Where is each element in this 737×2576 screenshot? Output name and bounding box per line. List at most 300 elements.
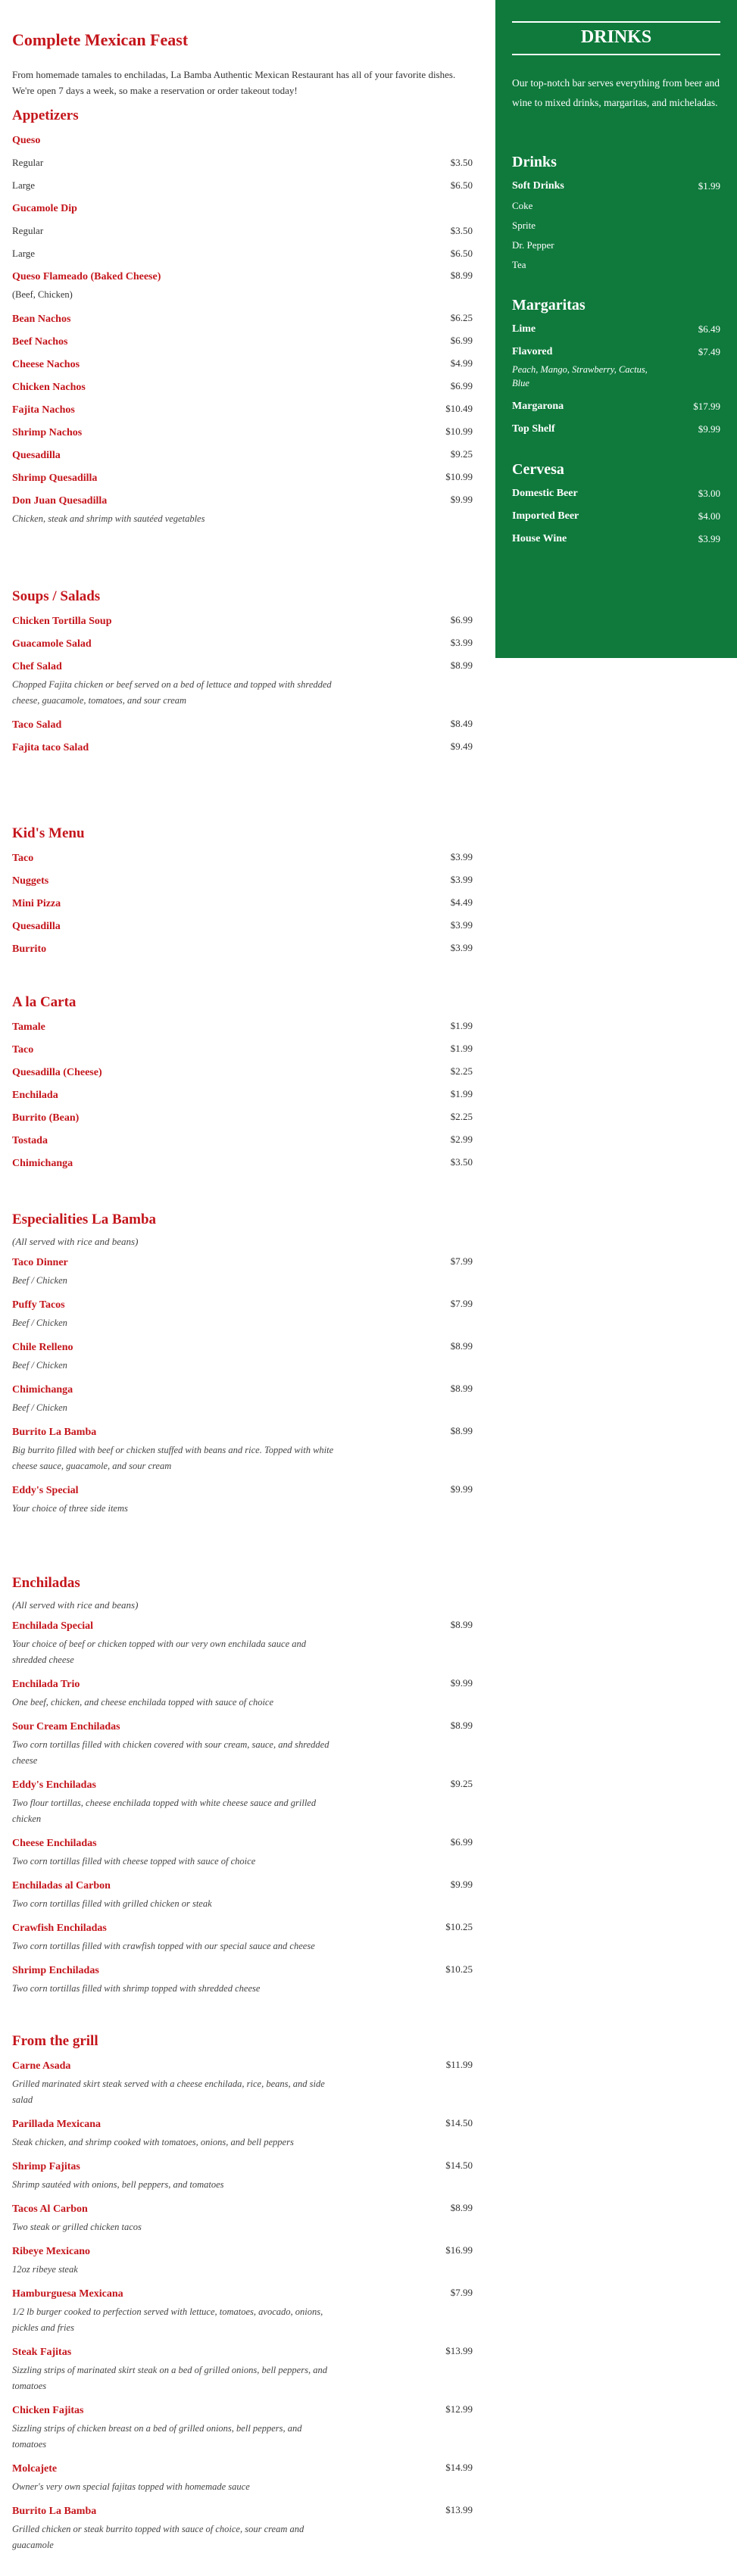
menu-item-price: $12.99 bbox=[445, 2403, 473, 2415]
menu-item-description: Chopped Fajita chicken or beef served on a bed of lettuce and topped with shredded cheese, guacamole, tomatoes, and sour cream bbox=[12, 679, 332, 706]
menu-item-row bbox=[12, 2462, 473, 2475]
drink-group bbox=[512, 154, 720, 271]
menu-item bbox=[12, 2504, 473, 2553]
menu-item-name: Quesadilla bbox=[12, 921, 61, 932]
menu-item-price: $6.99 bbox=[450, 614, 473, 625]
drink-price: $7.49 bbox=[698, 346, 720, 357]
menu-item-name: Steak Fajitas bbox=[12, 2347, 72, 2358]
menu-item bbox=[12, 2244, 473, 2278]
menu-item-price: $10.25 bbox=[445, 1963, 473, 1975]
menu-item-price: $9.99 bbox=[450, 494, 473, 505]
drink-group-title: Cervesa bbox=[512, 461, 564, 478]
menu-item bbox=[12, 201, 473, 260]
menu-item-row bbox=[12, 2244, 473, 2258]
size-option-price: $6.50 bbox=[450, 248, 473, 259]
menu-item-row bbox=[12, 1483, 473, 1497]
menu-item-row bbox=[12, 874, 473, 887]
menu-item-name: Carne Asada bbox=[12, 2060, 71, 2072]
menu-item-description: Shrimp sautéed with onions, bell peppers, and tomatoes bbox=[12, 2179, 224, 2190]
menu-item-name: Tostada bbox=[12, 1135, 48, 1146]
menu-item-name: Burrito (Bean) bbox=[12, 1112, 80, 1124]
size-option bbox=[12, 157, 473, 170]
menu-item-name: Enchiladas al Carbon bbox=[12, 1880, 111, 1891]
menu-item-price: $2.25 bbox=[450, 1065, 473, 1077]
menu-item-name: Queso Flameado (Baked Cheese) bbox=[12, 271, 161, 282]
menu-item bbox=[12, 1043, 473, 1056]
menu-item-row bbox=[12, 1963, 473, 1977]
menu-item-row bbox=[12, 1677, 473, 1691]
menu-item bbox=[12, 448, 473, 462]
size-option bbox=[12, 179, 473, 192]
menu-item-name: Taco bbox=[12, 853, 34, 864]
menu-item-row bbox=[12, 637, 473, 650]
drink-price: $3.99 bbox=[698, 533, 720, 544]
menu-item-price: $8.99 bbox=[450, 2202, 473, 2213]
menu-item bbox=[12, 1255, 473, 1289]
menu-item-price: $8.99 bbox=[450, 1383, 473, 1394]
menu-item bbox=[12, 851, 473, 865]
drink-name: Domestic Beer bbox=[512, 488, 578, 499]
menu-item-name: Fajita taco Salad bbox=[12, 742, 89, 753]
menu-item-price: $8.99 bbox=[450, 270, 473, 281]
menu-item-price: $16.99 bbox=[445, 2244, 473, 2256]
menu-item-price: $8.99 bbox=[450, 660, 473, 671]
menu-section bbox=[12, 1575, 473, 2006]
menu-item-price: $2.99 bbox=[450, 1134, 473, 1145]
drink-item bbox=[512, 488, 720, 500]
menu-item-row bbox=[12, 1088, 473, 1102]
menu-item-row bbox=[12, 403, 473, 416]
menu-item-row bbox=[12, 1156, 473, 1170]
menu-item-row bbox=[12, 851, 473, 865]
menu-item-name: Molcajete bbox=[12, 2463, 58, 2475]
menu-item-description: One beef, chicken, and cheese enchilada topped with sauce of choice bbox=[12, 1697, 274, 1707]
menu-item-name: Enchilada Special bbox=[12, 1620, 93, 1632]
menu-item-name: Burrito La Bamba bbox=[12, 2506, 97, 2517]
menu-item bbox=[12, 2117, 473, 2150]
menu-item-description: Two corn tortillas filled with crawfish topped with our special sauce and cheese bbox=[12, 1941, 315, 1951]
menu-item-row bbox=[12, 1255, 473, 1269]
size-option-label: Large bbox=[12, 248, 36, 259]
menu-item bbox=[12, 919, 473, 933]
section-title: Soups / Salads bbox=[12, 588, 101, 604]
menu-item bbox=[12, 380, 473, 394]
menu-item bbox=[12, 660, 473, 709]
size-option-price: $6.50 bbox=[450, 179, 473, 191]
menu-item-name: Quesadilla (Cheese) bbox=[12, 1067, 102, 1078]
menu-item-price: $3.99 bbox=[450, 637, 473, 648]
section-title: Enchiladas bbox=[12, 1575, 80, 1591]
menu-item-name: Fajita Nachos bbox=[12, 404, 75, 416]
drinks-panel bbox=[495, 0, 737, 658]
menu-item bbox=[12, 897, 473, 910]
drinks-title: DRINKS bbox=[580, 27, 652, 47]
drink-name: Margarona bbox=[512, 401, 564, 412]
menu-item-row bbox=[12, 1720, 473, 1733]
menu-item-name: Shrimp Nachos bbox=[12, 427, 83, 438]
menu-item-price: $8.99 bbox=[450, 1340, 473, 1352]
menu-item-name: Don Juan Quesadilla bbox=[12, 495, 108, 507]
menu-item-price: $14.50 bbox=[445, 2117, 473, 2128]
menu-item-name: Taco bbox=[12, 1044, 34, 1056]
menu-item-price: $3.50 bbox=[450, 1156, 473, 1168]
menu-item-description: Steak chicken, and shrimp cooked with tomatoes, onions, and bell peppers bbox=[12, 2137, 294, 2147]
drink-option: Sprite bbox=[512, 220, 536, 231]
menu-item-name: Mini Pizza bbox=[12, 898, 61, 909]
menu-item-description: Grilled chicken or steak burrito topped with sauce of choice, sour cream and guacamole bbox=[12, 2524, 304, 2550]
section-title: From the grill bbox=[12, 2033, 98, 2049]
size-option-label: Regular bbox=[12, 225, 44, 236]
menu-item bbox=[12, 335, 473, 348]
menu-item bbox=[12, 741, 473, 754]
menu-item-name: Ribeye Mexicano bbox=[12, 2246, 91, 2257]
menu-item bbox=[12, 1111, 473, 1124]
drink-name: Flavored bbox=[512, 346, 553, 357]
menu-item-name: Tamale bbox=[12, 1021, 45, 1033]
menu-item-name: Shrimp Quesadilla bbox=[12, 472, 98, 484]
menu-item-description: (Beef, Chicken) bbox=[12, 289, 73, 300]
menu-item bbox=[12, 426, 473, 439]
menu-item-price: $10.49 bbox=[445, 403, 473, 414]
drink-option: Dr. Pepper bbox=[512, 239, 554, 251]
menu-item-description: Big burrito filled with beef or chicken stuffed with beans and rice. Topped with white cheese sauce, guacamole, and sour cream bbox=[12, 1445, 334, 1471]
menu-item-description: 1/2 lb burger cooked to perfection served with lettuce, tomatoes, avocado, onions, pickles and fries bbox=[12, 2306, 323, 2333]
menu-item-row bbox=[12, 426, 473, 439]
drink-item bbox=[512, 346, 720, 390]
drink-price: $3.00 bbox=[698, 488, 720, 499]
menu-item-row bbox=[12, 2202, 473, 2216]
drink-price: $17.99 bbox=[693, 401, 720, 412]
menu-item-name: Cheese Nachos bbox=[12, 359, 80, 370]
menu-item bbox=[12, 357, 473, 371]
menu-item bbox=[12, 2160, 473, 2193]
menu-item-price: $3.99 bbox=[450, 874, 473, 885]
menu-item bbox=[12, 1298, 473, 1331]
menu-item-row bbox=[12, 357, 473, 371]
menu-item-description: Beef / Chicken bbox=[12, 1275, 67, 1286]
menu-item-row bbox=[12, 2160, 473, 2173]
menu-item-name: Sour Cream Enchiladas bbox=[12, 1721, 120, 1732]
menu-item-row bbox=[12, 312, 473, 326]
drink-group bbox=[512, 461, 720, 545]
menu-item-name: Hamburguesa Mexicana bbox=[12, 2288, 123, 2300]
menu-item-description: Two steak or grilled chicken tacos bbox=[12, 2222, 142, 2232]
drink-item bbox=[512, 401, 720, 413]
menu-item-price: $6.99 bbox=[450, 380, 473, 391]
menu-item-price: $7.99 bbox=[450, 2287, 473, 2298]
menu-item-price: $6.99 bbox=[450, 335, 473, 346]
menu-item-row bbox=[12, 942, 473, 956]
menu-item-row bbox=[12, 270, 473, 283]
menu-item-row bbox=[12, 380, 473, 394]
menu-item-description: Two corn tortillas filled with chicken covered with sour cream, sauce, and shredded cheese bbox=[12, 1739, 329, 1766]
menu-item-price: $3.99 bbox=[450, 942, 473, 953]
menu-item-name: Shrimp Enchiladas bbox=[12, 1965, 99, 1976]
drink-group-title: Margaritas bbox=[512, 297, 586, 313]
drink-group bbox=[512, 297, 720, 435]
menu-item bbox=[12, 614, 473, 628]
menu-item-name: Bean Nachos bbox=[12, 313, 71, 325]
menu-item-row bbox=[12, 2504, 473, 2518]
menu-item-row bbox=[12, 494, 473, 507]
menu-item-row bbox=[12, 1020, 473, 1034]
menu-item-price: $4.49 bbox=[450, 897, 473, 908]
menu-item-price: $1.99 bbox=[450, 1088, 473, 1099]
menu-section bbox=[12, 2033, 473, 2562]
menu-item-description: Two flour tortillas, cheese enchilada topped with white cheese sauce and grilled chicken bbox=[12, 1798, 317, 1824]
menu-item bbox=[12, 2462, 473, 2495]
menu-item-name: Chimichanga bbox=[12, 1384, 73, 1396]
menu-item-name: Eddy's Enchiladas bbox=[12, 1779, 96, 1791]
menu-item-name: Chef Salad bbox=[12, 661, 62, 672]
menu-item-name: Chicken Tortilla Soup bbox=[12, 616, 112, 627]
menu-section bbox=[12, 825, 473, 965]
size-option-label: Large bbox=[12, 179, 36, 191]
menu-item-row bbox=[12, 1619, 473, 1633]
menu-item bbox=[12, 874, 473, 887]
menu-item-name: Guacamole Salad bbox=[12, 638, 92, 650]
size-option bbox=[12, 248, 473, 260]
menu-item bbox=[12, 1778, 473, 1827]
menu-section bbox=[12, 1212, 473, 1526]
menu-item-description: Two corn tortillas filled with cheese topped with sauce of choice bbox=[12, 1856, 256, 1867]
menu-item bbox=[12, 1677, 473, 1711]
menu-item-row bbox=[12, 1425, 473, 1439]
menu-item-price: $9.99 bbox=[450, 1483, 473, 1495]
menu-item-row bbox=[12, 614, 473, 628]
menu-item-description: Two corn tortillas filled with shrimp topped with shredded cheese bbox=[12, 1983, 261, 1994]
menu-section bbox=[12, 588, 473, 763]
menu-item-price: $8.99 bbox=[450, 1425, 473, 1436]
menu-item-description: Grilled marinated skirt steak served with a cheese enchilada, rice, beans, and side salad bbox=[12, 2079, 325, 2105]
menu-item bbox=[12, 1836, 473, 1870]
menu-item-row bbox=[12, 1298, 473, 1311]
menu-item-name: Quesadilla bbox=[12, 450, 61, 461]
menu-item-row bbox=[12, 741, 473, 754]
menu-item-price: $10.99 bbox=[445, 471, 473, 482]
menu-item-row bbox=[12, 1383, 473, 1396]
menu-item-row bbox=[12, 718, 473, 731]
drinks-intro: Our top-notch bar serves everything from beer and wine to mixed drinks, margaritas, and micheladas. bbox=[512, 77, 720, 108]
menu-item bbox=[12, 270, 473, 303]
drink-groups bbox=[512, 154, 720, 545]
menu-item bbox=[12, 1720, 473, 1769]
menu-item bbox=[12, 2403, 473, 2453]
menu-item-price: $11.99 bbox=[445, 2059, 473, 2070]
drink-item bbox=[512, 510, 720, 522]
drink-price: $9.99 bbox=[698, 423, 720, 435]
menu-item-row bbox=[12, 133, 473, 147]
menu-item bbox=[12, 1340, 473, 1374]
menu-item bbox=[12, 1879, 473, 1912]
menu-item-name: Eddy's Special bbox=[12, 1485, 79, 1496]
menu-item-price: $6.25 bbox=[450, 312, 473, 323]
menu-item bbox=[12, 1383, 473, 1416]
menu-item-row bbox=[12, 448, 473, 462]
menu-item-name: Cheese Enchiladas bbox=[12, 1838, 97, 1849]
menu-item-row bbox=[12, 1134, 473, 1147]
menu-item-name: Parillada Mexicana bbox=[12, 2119, 101, 2130]
menu-item-row bbox=[12, 2287, 473, 2300]
menu-item-description: Your choice of three side items bbox=[12, 1503, 128, 1514]
section-note: (All served with rice and beans) bbox=[12, 1599, 139, 1611]
menu-item-name: Enchilada bbox=[12, 1090, 58, 1101]
menu-item-name: Chile Relleno bbox=[12, 1342, 73, 1353]
menu-item-name: Queso bbox=[12, 135, 41, 146]
menu-item bbox=[12, 494, 473, 527]
menu-item-row bbox=[12, 471, 473, 485]
size-option-price: $3.50 bbox=[450, 225, 473, 236]
menu-item-name: Shrimp Fajitas bbox=[12, 2161, 80, 2172]
menu-item-row bbox=[12, 1921, 473, 1935]
menu-item-price: $14.99 bbox=[445, 2462, 473, 2473]
menu-item-row bbox=[12, 2345, 473, 2359]
drinks-bottom-rule bbox=[512, 54, 720, 55]
menu-item-description: Beef / Chicken bbox=[12, 1402, 67, 1413]
drink-name: Imported Beer bbox=[512, 510, 579, 522]
drink-option: Tea bbox=[512, 259, 526, 270]
menu-item bbox=[12, 1619, 473, 1668]
menu-section bbox=[12, 994, 473, 1179]
menu-item bbox=[12, 1088, 473, 1102]
menu-item-row bbox=[12, 2403, 473, 2417]
menu-item-price: $6.99 bbox=[450, 1836, 473, 1848]
menu-item-description: 12oz ribeye steak bbox=[12, 2264, 78, 2275]
menu-item bbox=[12, 1134, 473, 1147]
menu-item-price: $1.99 bbox=[450, 1043, 473, 1054]
menu-item bbox=[12, 2287, 473, 2336]
menu-item-name: Burrito bbox=[12, 943, 47, 955]
menu-item bbox=[12, 1921, 473, 1954]
menu-item-description: Sizzling strips of marinated skirt steak on a bed of grilled onions, bell peppers, and tomatoes bbox=[12, 2365, 327, 2391]
menu-item-description: Owner's very own special fajitas topped with homemade sauce bbox=[12, 2481, 250, 2492]
menu-item-row bbox=[12, 660, 473, 673]
menu-item bbox=[12, 1156, 473, 1170]
menu-item-name: Puffy Tacos bbox=[12, 1299, 65, 1311]
menu-item-name: Chimichanga bbox=[12, 1158, 73, 1169]
menu-item-name: Gucamole Dip bbox=[12, 203, 77, 214]
menu-item-name: Taco Dinner bbox=[12, 1257, 68, 1268]
drink-group-title: Drinks bbox=[512, 154, 557, 170]
drink-price: $4.00 bbox=[698, 510, 720, 522]
menu-item-price: $8.99 bbox=[450, 1720, 473, 1731]
size-option-label: Regular bbox=[12, 157, 44, 168]
menu-item-name: Chicken Fajitas bbox=[12, 2405, 84, 2416]
menu-item-row bbox=[12, 2059, 473, 2072]
menu-item-price: $8.99 bbox=[450, 1619, 473, 1630]
menu-item-name: Burrito La Bamba bbox=[12, 1427, 97, 1438]
menu-item-row bbox=[12, 1065, 473, 1079]
menu-item bbox=[12, 312, 473, 326]
menu-item-price: $3.99 bbox=[450, 919, 473, 931]
menu-item-name: Nuggets bbox=[12, 875, 49, 887]
menu-item-description: Chicken, steak and shrimp with sautéed vegetables bbox=[12, 513, 205, 524]
menu-item bbox=[12, 1065, 473, 1079]
menu-item-row bbox=[12, 897, 473, 910]
menu-item-name: Chicken Nachos bbox=[12, 382, 86, 393]
menu-item bbox=[12, 1963, 473, 1997]
drink-name: Soft Drinks bbox=[512, 180, 564, 192]
drink-name: House Wine bbox=[512, 533, 567, 544]
menu-item-price: $9.25 bbox=[450, 1778, 473, 1789]
menu-item-price: $4.99 bbox=[450, 357, 473, 369]
menu-column bbox=[12, 0, 473, 2550]
menu-item-price: $14.50 bbox=[445, 2160, 473, 2171]
menu-item-description: Your choice of beef or chicken topped with our very own enchilada sauce and shredded cheese bbox=[12, 1639, 307, 1665]
menu-item-price: $3.99 bbox=[450, 851, 473, 862]
menu-item bbox=[12, 2345, 473, 2394]
menu-item bbox=[12, 718, 473, 731]
menu-item-row bbox=[12, 335, 473, 348]
drink-price: $6.49 bbox=[698, 323, 720, 335]
menu-item-price: $9.25 bbox=[450, 448, 473, 460]
menu-item-row bbox=[12, 1778, 473, 1792]
section-title: Especialities La Bamba bbox=[12, 1212, 157, 1227]
menu-item-price: $7.99 bbox=[450, 1298, 473, 1309]
menu-item-row bbox=[12, 1111, 473, 1124]
menu-item-description: Beef / Chicken bbox=[12, 1318, 67, 1328]
menu-item-row bbox=[12, 1340, 473, 1354]
page-title: Complete Mexican Feast bbox=[12, 30, 189, 49]
menu-item-price: $13.99 bbox=[445, 2504, 473, 2515]
drink-item bbox=[512, 180, 720, 192]
drink-description: Peach, Mango, Strawberry, Cactus, Blue bbox=[512, 364, 648, 388]
drink-item bbox=[512, 533, 720, 545]
menu-item bbox=[12, 133, 473, 192]
menu-item bbox=[12, 1483, 473, 1517]
section-title: Appetizers bbox=[12, 108, 79, 123]
menu-item-description: Sizzling strips of chicken breast on a bed of grilled onions, bell peppers, and tomatoes bbox=[12, 2423, 302, 2450]
section-note: (All served with rice and beans) bbox=[12, 1236, 139, 1247]
menu-item-row bbox=[12, 201, 473, 215]
drink-name: Top Shelf bbox=[512, 423, 555, 435]
drink-name: Lime bbox=[512, 323, 536, 335]
menu-item bbox=[12, 2059, 473, 2108]
menu-item-price: $8.49 bbox=[450, 718, 473, 729]
menu-item-price: $1.99 bbox=[450, 1020, 473, 1031]
size-option bbox=[12, 225, 473, 238]
menu-item bbox=[12, 471, 473, 485]
menu-item-price: $2.25 bbox=[450, 1111, 473, 1122]
size-option-price: $3.50 bbox=[450, 157, 473, 168]
menu-item-name: Taco Salad bbox=[12, 719, 62, 731]
menu-item-price: $9.99 bbox=[450, 1879, 473, 1890]
menu-item bbox=[12, 637, 473, 650]
menu-item-row bbox=[12, 1879, 473, 1892]
menu-item-name: Crawfish Enchiladas bbox=[12, 1923, 107, 1934]
menu-item-price: $9.49 bbox=[450, 741, 473, 752]
drink-option: Coke bbox=[512, 200, 533, 211]
menu-item-price: $10.25 bbox=[445, 1921, 473, 1932]
menu-item-row bbox=[12, 1836, 473, 1850]
menu-item-price: $13.99 bbox=[445, 2345, 473, 2356]
menu-item-price: $7.99 bbox=[450, 1255, 473, 1267]
menu-item bbox=[12, 942, 473, 956]
menu-item-description: Two corn tortillas filled with grilled chicken or steak bbox=[12, 1898, 212, 1909]
menu-item-name: Beef Nachos bbox=[12, 336, 68, 348]
menu-section bbox=[12, 108, 473, 536]
menu-item-price: $9.99 bbox=[450, 1677, 473, 1689]
drink-item bbox=[512, 423, 720, 435]
menu-item-description: Beef / Chicken bbox=[12, 1360, 67, 1371]
menu-item-price: $10.99 bbox=[445, 426, 473, 437]
menu-item-row bbox=[12, 1043, 473, 1056]
menu-item-name: Enchilada Trio bbox=[12, 1679, 80, 1690]
section-title: A la Carta bbox=[12, 994, 77, 1010]
menu-item bbox=[12, 2202, 473, 2235]
drink-price: $1.99 bbox=[698, 180, 720, 192]
menu-item bbox=[12, 403, 473, 416]
